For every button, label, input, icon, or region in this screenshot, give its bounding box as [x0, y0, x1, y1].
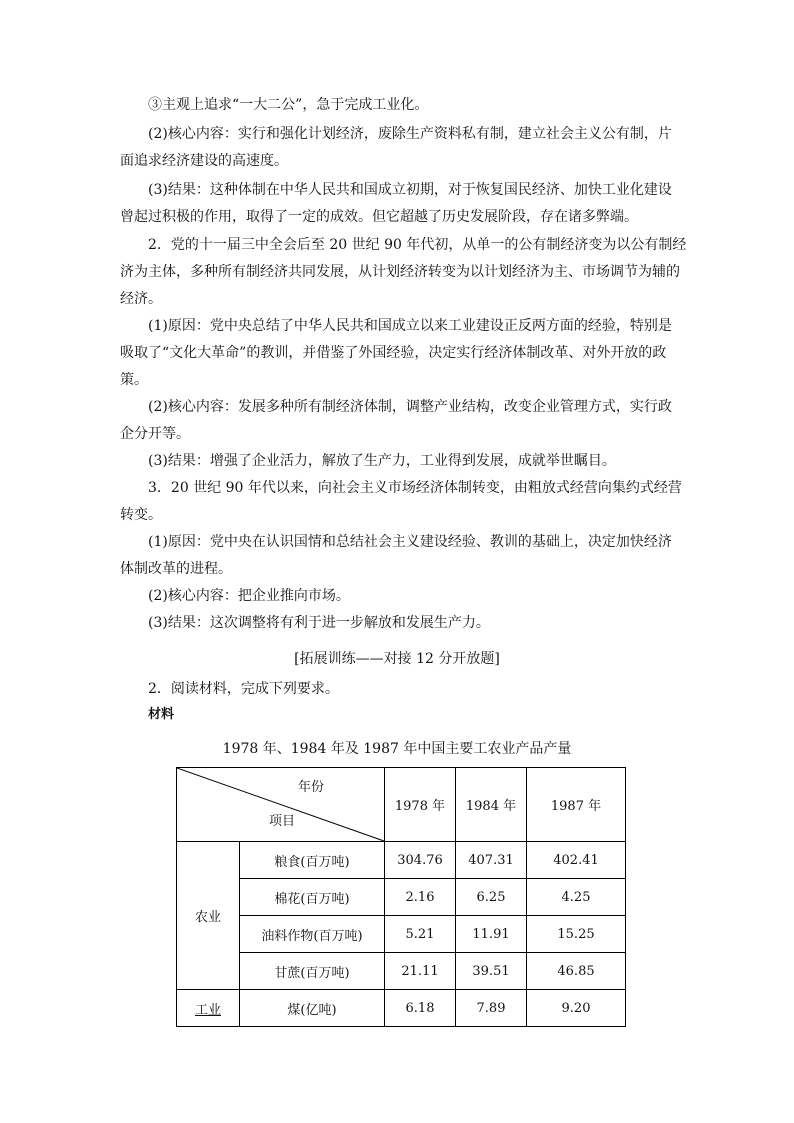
category-industry-label: 工业 [194, 1002, 221, 1018]
value-cell: 21.11 [385, 953, 456, 990]
paragraph-line: (3)结果：这种体制在中华人民共和国成立初期，对于恢复国民经济、加快工业化建设 [148, 182, 672, 198]
corner-year-label: 年份 [297, 780, 324, 795]
production-table [176, 767, 626, 1027]
value-cell: 6.25 [456, 879, 527, 916]
paragraph-line: 体制改革的进程。 [120, 561, 232, 577]
value-cell: 7.89 [456, 990, 527, 1027]
paragraph-line: (3)结果：增强了企业活力，解放了生产力，工业得到发展，成就举世瞩目。 [148, 453, 616, 469]
value-cell: 9.20 [527, 990, 626, 1027]
paragraph-line: 2．党的十一届三中全会后至 20 世纪 90 年代初，从单一的公有制经济变为以公有制经 [148, 237, 687, 253]
paragraph-line: 曾起过积极的作用，取得了一定的成效。但它超越了历史发展阶段，存在诸多弊端。 [120, 209, 638, 225]
table-title: 1978 年、1984 年及 1987 年中国主要工农业产品产量 [222, 741, 572, 757]
paragraph-line: (2)核心内容：发展多种所有制经济体制，调整产业结构，改变企业管理方式，实行政 [148, 399, 672, 415]
material-label: 材料 [148, 707, 175, 722]
value-cell: 11.91 [456, 916, 527, 953]
paragraph-line: (1)原因：党中央在认识国情和总结社会主义建设经验、教训的基础上，决定加快经济 [148, 534, 672, 550]
item-cell: 粮食(百万吨) [240, 842, 385, 879]
value-cell: 304.76 [385, 842, 456, 879]
paragraph-line: 济为主体，多种所有制经济共同发展，从计划经济转变为以计划经济为主、市场调节为辅的 [120, 264, 680, 280]
item-cell: 甘蔗(百万吨) [240, 953, 385, 990]
section-title: [拓展训练——对接 12 分开放题] [294, 651, 500, 667]
paragraph-line: 经济。 [120, 291, 162, 307]
paragraph-line: 3．20 世纪 90 年代以来，向社会主义市场经济体制转变，由粗放式经营向集约式经营 [148, 480, 682, 496]
value-cell: 6.18 [385, 990, 456, 1027]
value-cell: 407.31 [456, 842, 527, 879]
diagonal-line-icon [177, 768, 384, 841]
paragraph-line: (1)原因：党中央总结了中华人民共和国成立以来工业建设正反两方面的经验，特别是 [148, 318, 672, 334]
table-corner-header [177, 768, 385, 842]
value-cell: 15.25 [527, 916, 626, 953]
year-header: 1978 年 [385, 768, 456, 842]
paragraph-line: (2)核心内容：实行和强化计划经济，废除生产资料私有制，建立社会主义公有制，片 [148, 126, 672, 142]
category-agriculture: 农业 [177, 842, 240, 990]
item-cell: 煤(亿吨) [240, 990, 385, 1027]
value-cell: 46.85 [527, 953, 626, 990]
paragraph-line: 转变。 [120, 507, 162, 523]
paragraph-line: ③主观上追求“一大二公”，急于完成工业化。 [148, 97, 429, 113]
paragraph-line: 吸取了“文化大革命”的教训，并借鉴了外国经验，决定实行经济体制改革、对外开放的政 [120, 345, 667, 361]
value-cell: 39.51 [456, 953, 527, 990]
value-cell: 5.21 [385, 916, 456, 953]
paragraph-line: (2)核心内容：把企业推向市场。 [148, 588, 350, 604]
item-cell: 油料作物(百万吨) [240, 916, 385, 953]
corner-item-label: 项目 [269, 814, 296, 829]
value-cell: 4.25 [527, 879, 626, 916]
paragraph-line: 企分开等。 [120, 426, 190, 442]
year-header: 1987 年 [527, 768, 626, 842]
question-text: 2．阅读材料，完成下列要求。 [148, 681, 339, 697]
paragraph-line: (3)结果：这次调整将有利于进一步解放和发展生产力。 [148, 615, 490, 631]
value-cell: 2.16 [385, 879, 456, 916]
paragraph-line: 策。 [120, 372, 148, 388]
category-industry [177, 990, 240, 1027]
year-header: 1984 年 [456, 768, 527, 842]
value-cell: 402.41 [527, 842, 626, 879]
paragraph-line: 面追求经济建设的高速度。 [120, 153, 288, 169]
item-cell: 棉花(百万吨) [240, 879, 385, 916]
